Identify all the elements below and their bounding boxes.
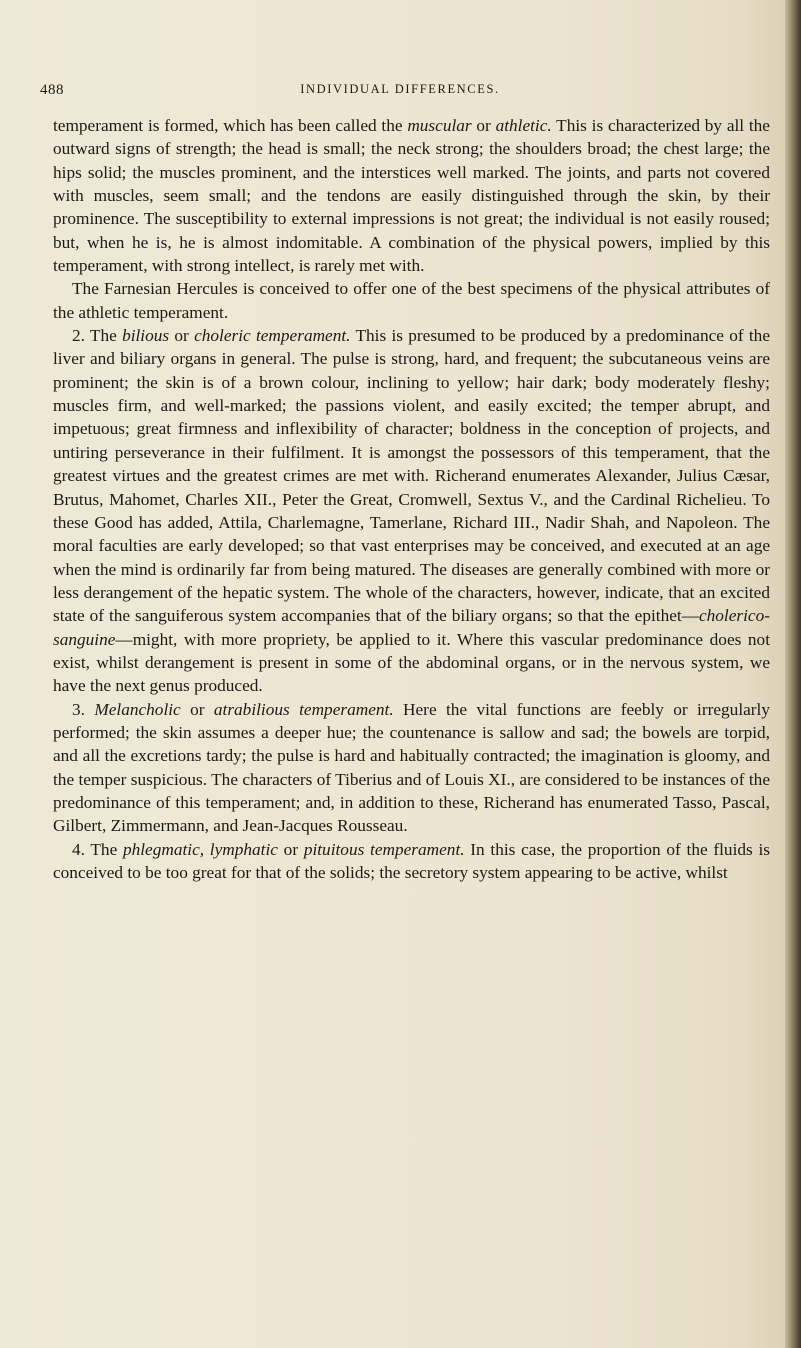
- italic-text: choleric temperament.: [194, 326, 351, 346]
- paragraph: [53, 277, 770, 324]
- page-number: 488: [40, 82, 64, 98]
- paragraph: [53, 114, 770, 277]
- italic-text: atrabilious temperament.: [213, 699, 394, 719]
- italic-text: Melancholic: [94, 699, 181, 719]
- text-run: temperament is formed, which has been called the: [53, 116, 408, 135]
- text-run: or: [471, 116, 496, 135]
- text-run: 4. The: [72, 839, 123, 859]
- body-text: [53, 114, 770, 884]
- italic-text: muscular: [407, 116, 472, 135]
- italic-text: bilious: [122, 326, 170, 346]
- text-run: This is presumed to be produced by a predominance of the liver and biliary organs in general. The pulse is strong, hard, and frequent; the subcutaneous veins are prominent; the skin is of a brown colour, inclining to yellow; hair dark; body moderately fleshy; muscles firm, and well-marked; the passions violent, and easily excited; the temper abrupt, and impetuous; great firmness and inflexibility of character; boldness in the conception of projects, and untiring perseverance in their fulfilment. It is amongst the possessors of this temperament, that the greatest virtues and the greatest crimes are met with. Richerand enumerates Alexander, Julius Cæsar, Brutus, Mahomet, Charles XII., Peter the Great, Cromwell, Sextus V., and the Cardinal Richelieu. To these Good has added, Attila, Charlemagne, Tamerlane, Richard III., Nadir Shah, and Napoleon. The moral faculties are early developed; so that vast enterprises may be conceived, and executed at an age when the mind is ordinarily far from being matured. The diseases are generally combined with more or less derangement of the hepatic system. The whole of the characters, however, indicate, that an excited state of the sanguiferous system accompanies that of the biliary organs; so that the epithet—: [53, 326, 770, 626]
- text-run: 2. The: [72, 326, 123, 346]
- text-run: This is characterized by all the outward signs of strength; the head is small; the neck strong; the shoulders broad; the chest large; the hips solid; the muscles prominent, and the interstices well marked. The joints, and parts not covered with muscles, seem small; and the tendons are easily distinguished through the skin, by their prominence. The susceptibility to external impressions is not great; the individual is not easily roused; but, when he is, he is almost indomitable. A combination of the physical powers, implied by this temperament, with strong intellect, is rarely met with.: [53, 116, 770, 276]
- text-run: The Farnesian Hercules is conceived to offer one of the best specimens of the physical attributes of the athletic temperament.: [53, 279, 770, 322]
- text-run: 3.: [72, 699, 95, 719]
- paragraph: [53, 698, 770, 838]
- page-edge-shadow: [785, 0, 801, 1348]
- paragraph: [53, 324, 770, 698]
- text-run: Here the vital functions are feebly or irregularly performed; the skin assumes a deeper hue; the countenance is sallow and sad; the bowels are torpid, and all the excretions tardy; the pulse is hard and habitually contracted; the imagination is gloomy, and the temper suspicious. The characters of Tiberius and of Louis XI., are considered to be instances of the predominance of this temperament; and, in addition to these, Richerand has enumerated Tasso, Pascal, Gilbert, Zimmermann, and Jean-Jacques Rousseau.: [53, 699, 770, 836]
- italic-text: cholerico-sanguine: [53, 606, 770, 649]
- page-header: [40, 82, 760, 104]
- text-run: —might, with more propriety, be applied to it. Where this vascular predominance does not exist, whilst derangement is present in some of the abdominal organs, or in the nervous system, we have the next genus produced.: [53, 629, 770, 696]
- text-run: or: [277, 839, 304, 859]
- text-run: or: [180, 699, 214, 719]
- text-run: In this case, the proportion of the fluids is conceived to be too great for that of the solids; the secretory system appearing to be active, whilst: [53, 839, 770, 882]
- text-run: or: [169, 326, 195, 346]
- italic-text: phlegmatic, lymphatic: [122, 839, 278, 859]
- running-head: INDIVIDUAL DIFFERENCES.: [300, 82, 500, 96]
- italic-text: athletic.: [495, 116, 552, 135]
- italic-text: pituitous temperament.: [303, 839, 465, 859]
- paragraph: [53, 838, 770, 885]
